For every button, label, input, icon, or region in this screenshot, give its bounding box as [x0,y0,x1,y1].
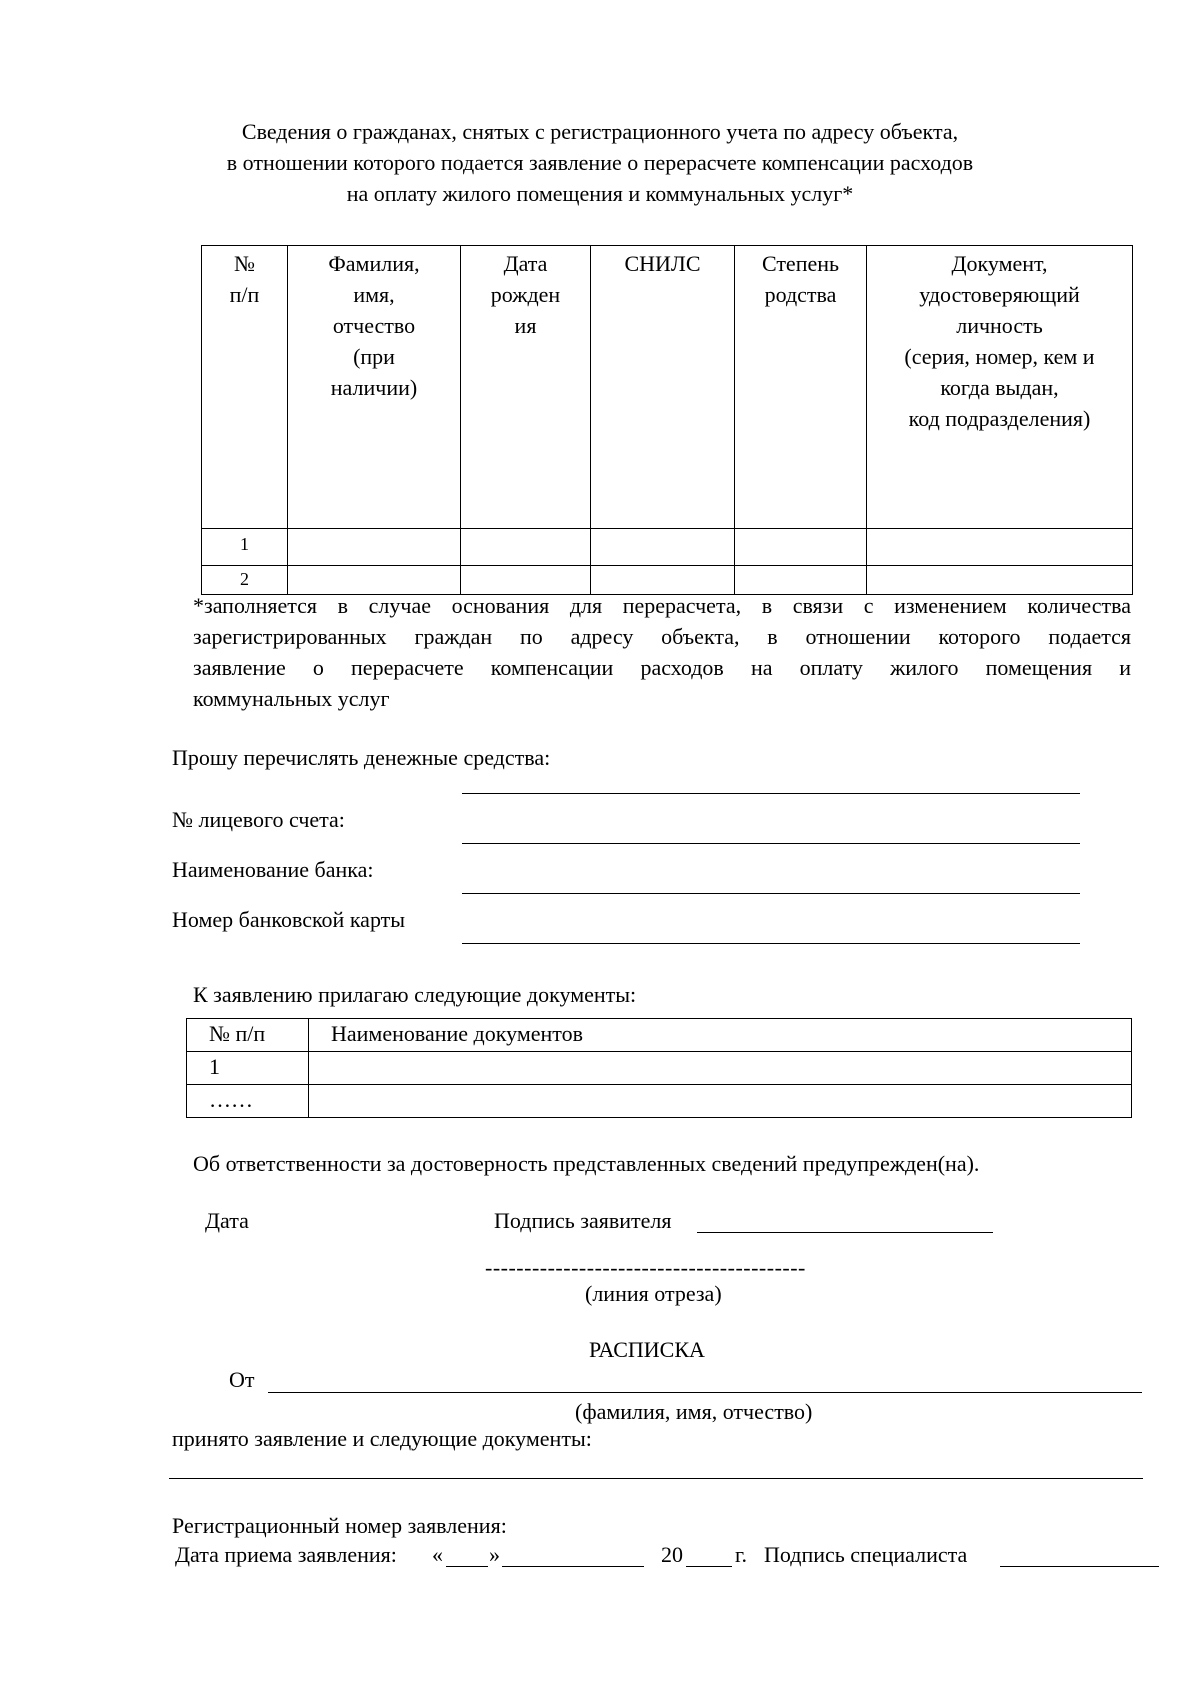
header-num-line-1: № [234,251,255,276]
year-prefix: 20 [661,1542,683,1567]
account-label: № лицевого счета: [172,807,345,832]
receipt-month-field[interactable] [502,1566,644,1567]
header-doc-line-4: (серия, номер, кем и [904,344,1095,369]
payment-recipient-field[interactable] [462,793,1080,794]
receipt-year-field[interactable] [686,1566,732,1567]
header-fio-line-1: Фамилия, [328,251,420,276]
document-name-cell[interactable] [309,1085,1132,1118]
header-fio-line-4: (при [353,344,395,369]
receipt-date-label: Дата приема заявления: [175,1542,397,1567]
footnote [193,590,1131,714]
cell-document[interactable] [867,529,1133,566]
receipt-day-field[interactable] [446,1566,488,1567]
header-fio-line-5: наличии) [330,375,418,400]
applicant-signature-label: Подпись заявителя [494,1208,672,1233]
cut-line-label: (линия отреза) [585,1281,722,1306]
header-doc-line-5: когда выдан, [940,375,1059,400]
document-row-number: …… [187,1085,309,1118]
responsibility-statement: Об ответственности за достоверность представленных сведений предупрежден(на). [193,1151,980,1176]
header-relation-line-1: Степень [761,251,840,276]
header-num [202,246,288,529]
receipt-title: РАСПИСКА [589,1337,705,1362]
header-snils [591,246,735,529]
cell-dob[interactable] [461,529,591,566]
quote-open: « [432,1542,443,1567]
header-document [867,246,1133,529]
specialist-signature-field[interactable] [1000,1566,1159,1567]
accepted-documents-field[interactable] [169,1478,1143,1479]
from-name-field[interactable] [268,1392,1142,1393]
card-label: Номер банковской карты [172,907,406,932]
account-number-field[interactable] [462,843,1080,844]
documents-table [186,1018,1132,1118]
date-label: Дата [205,1208,249,1233]
documents-header-row [187,1019,1132,1052]
bank-label: Наименование банка: [172,857,374,882]
header-doc-line-3: личность [956,313,1043,338]
year-suffix: г. [735,1542,748,1567]
applicant-signature-field[interactable] [697,1232,993,1233]
title-line-1: Сведения о гражданах, снятых с регистрационного учета по адресу объекта, [241,119,959,144]
title-line-3: на оплату жилого помещения и коммунальных услуг* [346,181,854,206]
documents-header-num: № п/п [187,1019,309,1052]
payment-intro: Прошу перечислять денежные средства: [172,745,551,770]
from-label: От [229,1367,255,1392]
cut-line: ----------------------------------------- [485,1255,806,1280]
quote-close: » [489,1542,500,1567]
header-doc-line-6: код подразделения) [908,406,1091,431]
header-relation-line-2: родства [764,282,837,307]
header-fio [288,246,461,529]
footnote-line-2: зарегистрированных граждан по адресу объекта, в отношении которого подается [193,624,1131,649]
bank-name-field[interactable] [462,893,1080,894]
document-row-number: 1 [187,1052,309,1085]
table-row [202,529,1133,566]
citizens-table [201,245,1133,595]
header-fio-line-3: отчество [332,313,416,338]
row-number: 1 [202,529,288,566]
document-title [0,116,1200,209]
footnote-line-3: заявление о перерасчете компенсации расходов на оплату жилого помещения и [193,655,1131,680]
cell-snils[interactable] [591,529,735,566]
table-row [187,1052,1132,1085]
row-number: 2 [202,566,288,595]
specialist-signature-label: Подпись специалиста [764,1542,968,1567]
table-row [187,1085,1132,1118]
header-fio-line-2: имя, [353,282,395,307]
fio-hint: (фамилия, имя, отчество) [575,1399,813,1424]
header-relation [735,246,867,529]
registration-number-label: Регистрационный номер заявления: [172,1513,507,1538]
header-doc-line-2: удостоверяющий [919,282,1080,307]
header-dob-line-2: рожден [490,282,561,307]
header-dob-line-3: ия [514,313,537,338]
footnote-line-1: *заполняется в случае основания для перерасчета, в связи с изменением количества [193,593,1131,618]
header-snils-line-1: СНИЛС [624,251,701,276]
documents-intro: К заявлению прилагаю следующие документы: [193,982,637,1007]
header-doc-line-1: Документ, [951,251,1048,276]
header-dob [461,246,591,529]
header-num-line-2: п/п [229,282,260,307]
footnote-line-4: коммунальных услуг [193,686,390,711]
card-number-field[interactable] [462,943,1080,944]
document-name-cell[interactable] [309,1052,1132,1085]
documents-header-name: Наименование документов [309,1019,1132,1052]
title-line-2: в отношении которого подается заявление о перерасчете компенсации расходов [226,150,974,175]
cell-relation[interactable] [735,529,867,566]
citizens-table-header-row [202,246,1133,529]
cell-fio[interactable] [288,529,461,566]
accepted-documents-label: принято заявление и следующие документы: [172,1426,592,1451]
header-dob-line-1: Дата [503,251,548,276]
